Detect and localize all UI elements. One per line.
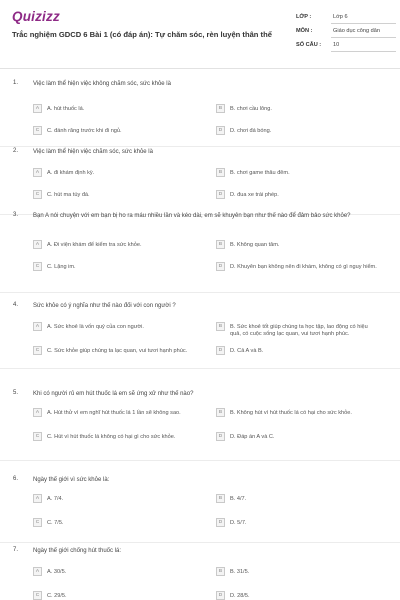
answer-option-b[interactable] bbox=[216, 322, 381, 338]
question-divider bbox=[0, 368, 400, 369]
answer-option-b[interactable] bbox=[216, 494, 381, 510]
option-letter-box: C bbox=[33, 518, 42, 527]
quizizz-logo: Quizizz bbox=[12, 9, 60, 24]
option-text: C. Lặng im. bbox=[47, 263, 76, 270]
option-text: B. chơi cầu lông. bbox=[230, 105, 272, 112]
meta-value: Giáo dục công dân bbox=[333, 28, 380, 34]
answer-option-c[interactable] bbox=[33, 262, 198, 278]
option-text: A. Đi viện khám để kiểm tra sức khỏe. bbox=[47, 241, 142, 248]
option-letter-box: D bbox=[216, 346, 225, 355]
question-text: Việc làm thể hiện việc chăm sóc, sức khỏe là bbox=[33, 149, 153, 155]
option-letter-box: A bbox=[33, 104, 42, 113]
question-3 bbox=[0, 212, 400, 290]
option-text: B. Không quan tâm. bbox=[230, 241, 280, 248]
option-text: B. Sức khoẻ tốt giúp chúng ta học tập, lao động có hiệu quả, có cuộc sống lạc quan, vui tươi hạnh phúc. bbox=[230, 323, 368, 337]
option-text: A. đi khám định kỳ. bbox=[47, 169, 95, 176]
option-letter-box: D bbox=[216, 190, 225, 199]
option-letter-box: C bbox=[33, 190, 42, 199]
option-letter-box: B bbox=[216, 494, 225, 503]
option-text: A. Sức khoẻ là vốn quý của con người. bbox=[47, 323, 144, 330]
question-number: 5. bbox=[13, 390, 19, 396]
meta-label: SỐ CÂU : bbox=[296, 42, 322, 48]
option-text: B. 4/7. bbox=[230, 495, 247, 502]
option-letter-box: D bbox=[216, 518, 225, 527]
meta-label: LỚP : bbox=[296, 14, 312, 20]
meta-value: 10 bbox=[333, 42, 340, 48]
question-divider bbox=[0, 292, 400, 293]
question-number: 2. bbox=[13, 148, 19, 154]
option-letter-box: B bbox=[216, 240, 225, 249]
option-text: C. Hút vì hút thuốc lá không có hại gì cho sức khỏe. bbox=[47, 433, 176, 440]
option-letter-box: B bbox=[216, 104, 225, 113]
option-text: C. 7/5. bbox=[47, 519, 64, 526]
question-number: 1. bbox=[13, 80, 19, 86]
answer-option-c[interactable] bbox=[33, 346, 198, 362]
answer-option-b[interactable] bbox=[216, 168, 381, 184]
option-text: B. Không hút vì hút thuốc lá có hại cho sức khỏe. bbox=[230, 409, 352, 416]
option-letter-box: A bbox=[33, 567, 42, 576]
question-6 bbox=[0, 476, 400, 540]
answer-option-d[interactable] bbox=[216, 518, 381, 534]
question-number: 6. bbox=[13, 476, 19, 482]
answer-option-a[interactable] bbox=[33, 494, 198, 510]
option-text: D. Cả A và B. bbox=[230, 347, 264, 354]
answer-option-c[interactable] bbox=[33, 432, 198, 448]
option-text: B. chơi game thâu đêm. bbox=[230, 169, 290, 176]
answer-option-d[interactable] bbox=[216, 190, 381, 206]
answer-option-a[interactable] bbox=[33, 168, 198, 184]
option-letter-box: C bbox=[33, 432, 42, 441]
option-letter-box: C bbox=[33, 591, 42, 600]
answer-option-c[interactable] bbox=[33, 591, 198, 600]
option-text: A. Hút thử vì em nghĩ hút thuốc lá 1 lần sẽ không sao. bbox=[47, 409, 181, 416]
answer-option-a[interactable] bbox=[33, 104, 198, 120]
option-letter-box: A bbox=[33, 494, 42, 503]
option-letter-box: A bbox=[33, 240, 42, 249]
meta-row-count bbox=[296, 38, 396, 52]
option-letter-box: B bbox=[216, 567, 225, 576]
option-text: C. hút ma túy đá. bbox=[47, 191, 90, 198]
answer-option-b[interactable] bbox=[216, 104, 381, 120]
question-7 bbox=[0, 547, 400, 600]
meta-value: Lớp 6 bbox=[333, 14, 348, 20]
question-2 bbox=[0, 148, 400, 212]
option-text: D. đua xe trái phép. bbox=[230, 191, 279, 198]
option-letter-box: A bbox=[33, 168, 42, 177]
answer-option-a[interactable] bbox=[33, 240, 198, 256]
option-letter-box: B bbox=[216, 408, 225, 417]
page-title: Trắc nghiệm GDCD 6 Bài 1 (có đáp án): Tự chăm sóc, rèn luyện thân thể bbox=[12, 30, 272, 39]
answer-option-b[interactable] bbox=[216, 567, 381, 583]
answer-option-d[interactable] bbox=[216, 346, 381, 362]
option-text: D. chơi đá bóng. bbox=[230, 127, 272, 134]
question-text: Sức khỏe có ý nghĩa như thế nào đối với con người ? bbox=[33, 303, 176, 309]
option-letter-box: D bbox=[216, 262, 225, 271]
answer-option-c[interactable] bbox=[33, 126, 198, 142]
answer-option-a[interactable] bbox=[33, 322, 198, 338]
option-text: D. Đáp án A và C. bbox=[230, 433, 275, 440]
option-letter-box: A bbox=[33, 322, 42, 331]
question-text: Ngày thế giới chống hút thuốc lá: bbox=[33, 548, 121, 554]
meta-underline bbox=[331, 51, 396, 52]
option-letter-box: C bbox=[33, 346, 42, 355]
option-text: C. đánh răng trước khi đi ngủ. bbox=[47, 127, 122, 134]
header-divider bbox=[0, 68, 400, 69]
worksheet-meta bbox=[296, 10, 396, 52]
question-divider bbox=[0, 542, 400, 543]
option-text: B. 31/5. bbox=[230, 568, 250, 575]
option-text: C. 29/5. bbox=[47, 592, 67, 599]
question-text: Bạn A nói chuyện với em bạn bị ho ra máu nhiều lần và kéo dài, em sẽ khuyên bạn như thế nào để đảm bảo sức khỏe? bbox=[33, 213, 351, 219]
question-divider bbox=[0, 460, 400, 461]
option-letter-box: C bbox=[33, 126, 42, 135]
answer-option-a[interactable] bbox=[33, 408, 198, 424]
option-text: A. 30/5. bbox=[47, 568, 67, 575]
question-1 bbox=[0, 80, 400, 144]
answer-option-b[interactable] bbox=[216, 240, 381, 256]
question-number: 7. bbox=[13, 547, 19, 553]
answer-option-c[interactable] bbox=[33, 518, 198, 534]
option-letter-box: D bbox=[216, 591, 225, 600]
answer-option-c[interactable] bbox=[33, 190, 198, 206]
answer-option-d[interactable] bbox=[216, 262, 381, 278]
option-text: D. Khuyên bạn không nên đi khám, không có gì nguy hiểm. bbox=[230, 263, 377, 270]
question-text: Việc làm thể hiện việc không chăm sóc, sức khỏe là bbox=[33, 81, 171, 87]
question-divider bbox=[0, 146, 400, 147]
answer-option-d[interactable] bbox=[216, 432, 381, 448]
question-text: Ngày thế giới vì sức khỏe là: bbox=[33, 477, 110, 483]
answer-option-d[interactable] bbox=[216, 591, 381, 600]
question-number: 3. bbox=[13, 212, 19, 218]
meta-label: MÔN : bbox=[296, 28, 313, 34]
answer-option-d[interactable] bbox=[216, 126, 381, 142]
option-text: D. 28/5. bbox=[230, 592, 250, 599]
option-letter-box: A bbox=[33, 408, 42, 417]
question-number: 4. bbox=[13, 302, 19, 308]
question-4 bbox=[0, 302, 400, 366]
worksheet-header bbox=[0, 0, 400, 68]
option-letter-box: B bbox=[216, 168, 225, 177]
meta-row-subject bbox=[296, 24, 396, 38]
answer-option-a[interactable] bbox=[33, 567, 198, 583]
question-5 bbox=[0, 390, 400, 458]
answer-option-b[interactable] bbox=[216, 408, 381, 424]
option-letter-box: B bbox=[216, 322, 225, 331]
option-letter-box: C bbox=[33, 262, 42, 271]
meta-row-class bbox=[296, 10, 396, 24]
option-text: C. Sức khỏe giúp chúng ta lạc quan, vui tươi hạnh phúc. bbox=[47, 347, 188, 354]
question-text: Khi có người rủ em hút thuốc lá em sẽ ứng xử như thế nào? bbox=[33, 391, 194, 397]
option-text: A. 7/4. bbox=[47, 495, 64, 502]
option-letter-box: D bbox=[216, 126, 225, 135]
option-letter-box: D bbox=[216, 432, 225, 441]
option-text: D. 5/7. bbox=[230, 519, 247, 526]
option-text: A. hút thuốc lá. bbox=[47, 105, 85, 112]
